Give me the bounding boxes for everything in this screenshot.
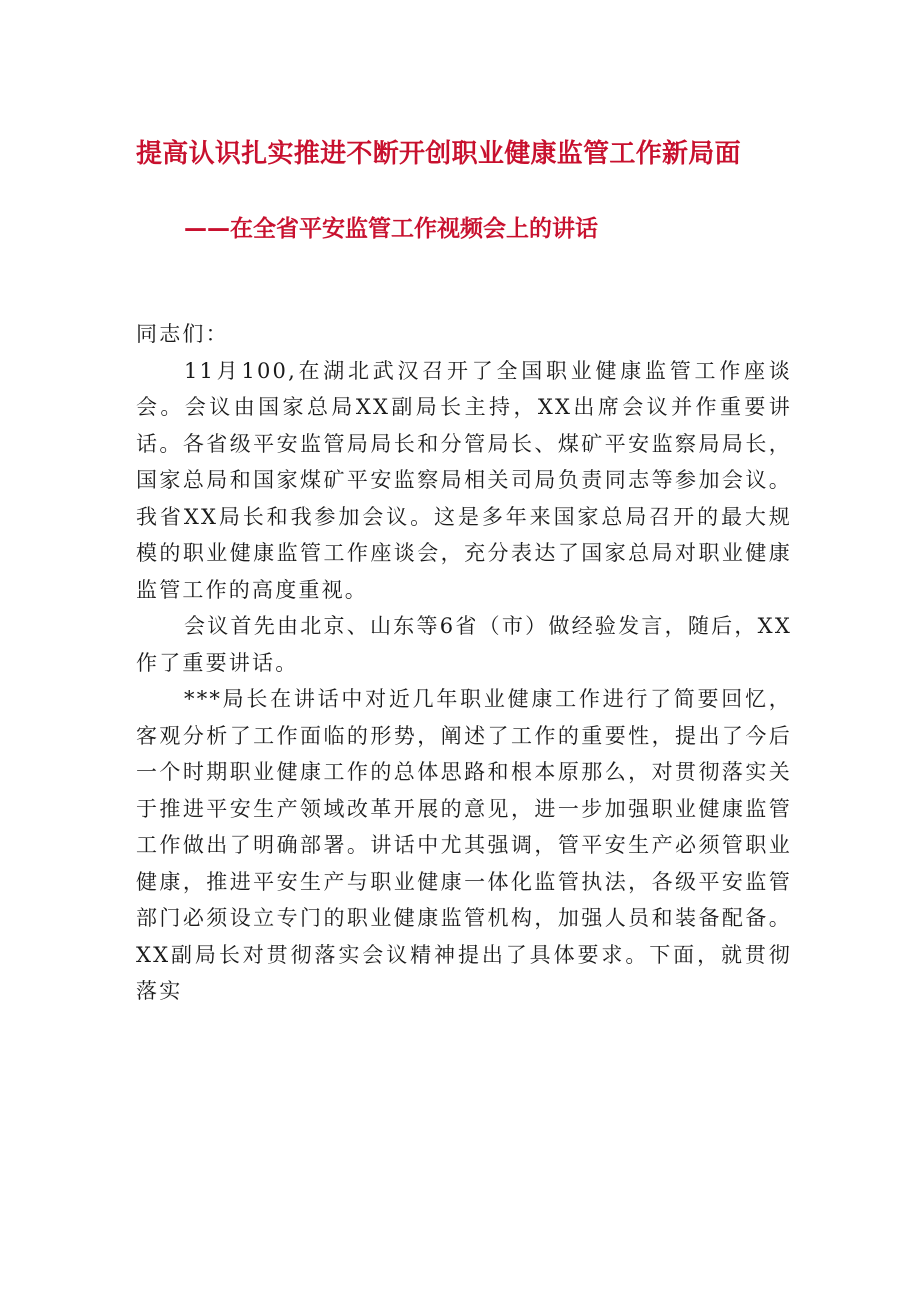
paragraph-2: 会议首先由北京、山东等6省（市）做经验发言，随后，XX作了重要讲话。	[136, 614, 792, 675]
salutation: 同志们：	[136, 322, 229, 346]
document-subtitle: ——在全省平安监管工作视频会上的讲话	[184, 216, 598, 242]
document-body	[136, 316, 792, 1010]
paragraph-3: ***局长在讲话中对近几年职业健康工作进行了简要回忆，客观分析了工作面临的形势，阐述了工作的重要性，提出了今后一个时期职业健康工作的总体思路和根本原那么，对贯彻落实关于推进平安生产领域改革开展的意见，进一步加强职业健康监管工作做出了明确部署。讲话中尤其强调，管平安生产必须管职业健康，推进平安生产与职业健康一体化监管执法，各级平安监管部门必须设立专门的职业健康监管机构，加强人员和装备配备。XX副局长对贯彻落实会议精神提出了具体要求。下面，就贯彻落实	[136, 687, 792, 1003]
paragraph-1: 11月100,在湖北武汉召开了全国职业健康监管工作座谈会。会议由国家总局XX副局长主持，XX出席会议并作重要讲话。各省级平安监管局局长和分管局长、煤矿平安监察局局长，国家总局和国家煤矿平安监察局相关司局负责同志等参加会议。我省XX局长和我参加会议。这是多年来国家总局召开的最大规模的职业健康监管工作座谈会，充分表达了国家总局对职业健康监管工作的高度重视。	[136, 358, 792, 602]
document-title: 提高认识扎实推进不断开创职业健康监管工作新局面	[136, 139, 741, 169]
